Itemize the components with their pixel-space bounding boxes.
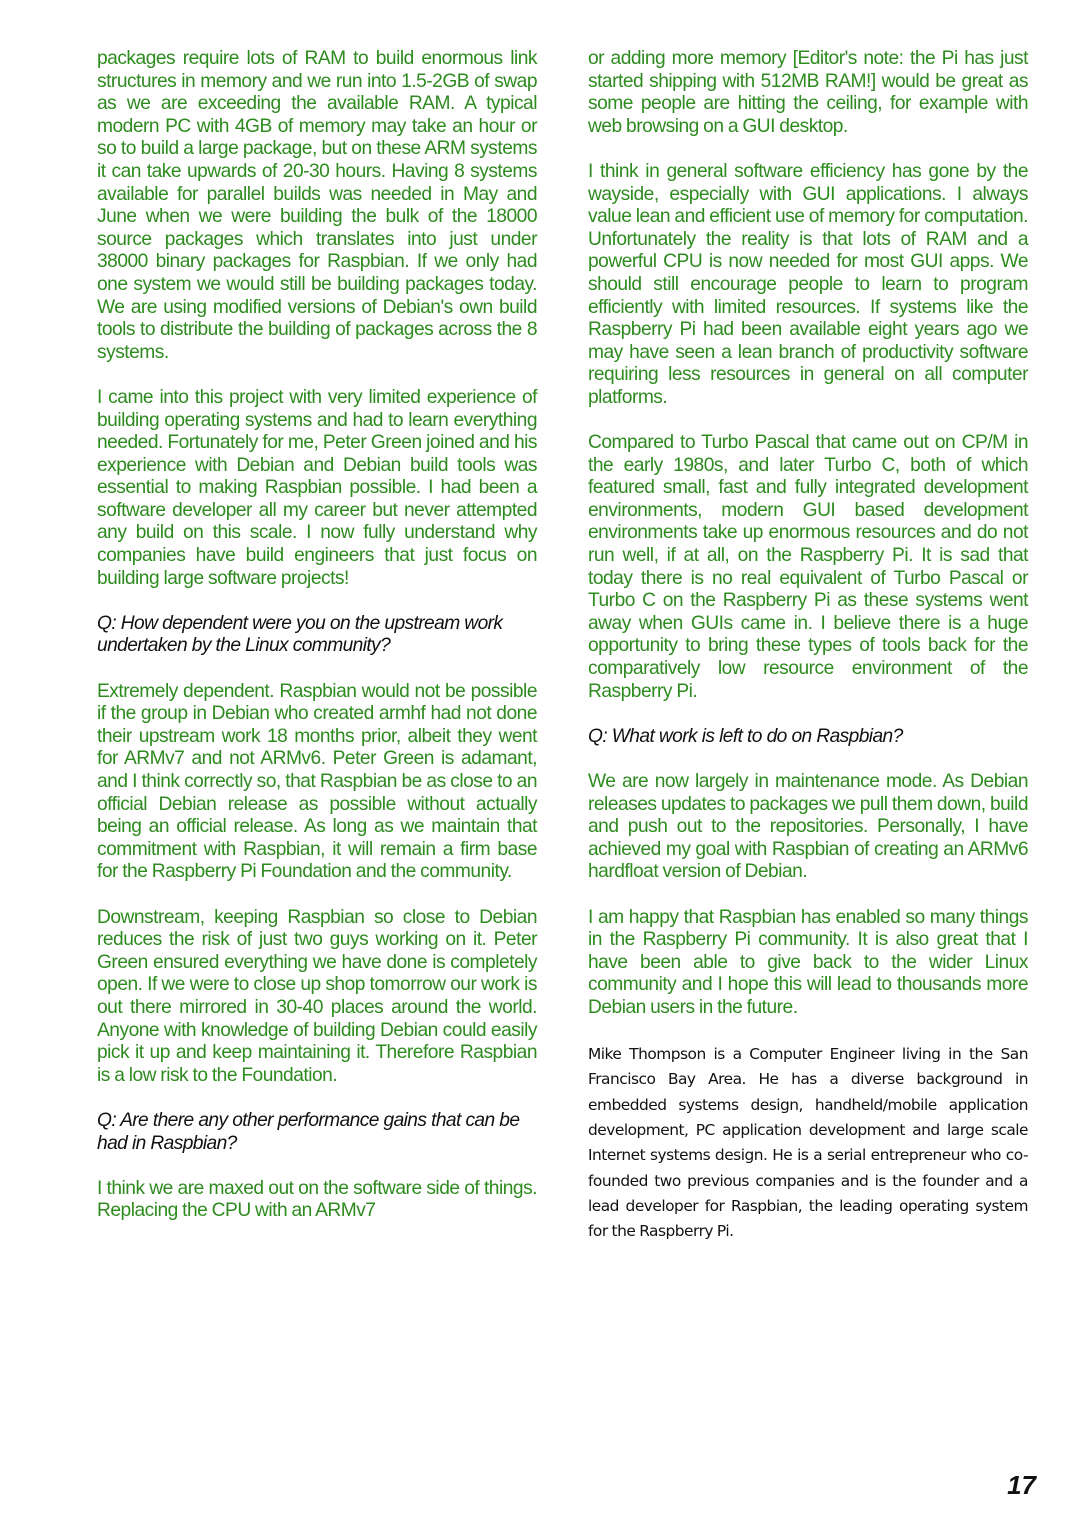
- paragraph-software-efficiency: I think in general software efficiency has gone by the wayside, especially with GUI applications. I always value lean and efficient use of memory for computation. Unfortunately the reality is that lots of RAM and a powerful CPU is now needed for most GUI apps. We should still encourage people to learn to program efficiently with limited resources. If systems like the Raspberry Pi had been available eight years ago we may have seen a lean branch of productivity software requiring less resources in general on all computer platforms.: [588, 160, 1028, 408]
- question-performance-gains: Q: Are there any other performance gains that can be had in Raspbian?: [97, 1109, 520, 1154]
- paragraph-community: I am happy that Raspbian has enabled so many things in the Raspberry Pi community. It is also great that I have been able to give back to the wider Linux community and I hope this will lead to thousands more Debian users in the future.: [588, 906, 1028, 1018]
- right-column: [588, 48, 1028, 1245]
- question-upstream-dependence: Q: How dependent were you on the upstream work undertaken by the Linux community?: [97, 612, 503, 657]
- answer-performance-gains: I think we are maxed out on the software side of things. Replacing the CPU with an ARMv7: [97, 1177, 537, 1222]
- paragraph-project-experience: I came into this project with very limited experience of building operating systems and had to learn everything needed. Fortunately for me, Peter Green joined and his experience with Debian and Debian build tools was essential to making Raspbian possible. I had been a software developer all my career but never attempted any build on this scale. I now fully understand why companies have build engineers that just focus on building large software projects!: [97, 386, 537, 589]
- answer-upstream-dependence: Extremely dependent. Raspbian would not be possible if the group in Debian who created armhf had not done their upstream work 18 months prior, albeit they went for ARMv7 and not ARMv6. Peter Green is adamant, and I think correctly so, that Raspbian be as close to an official Debian release as possible without actually being an official release. As long as we maintain that commitment with Raspbian, it will remain a firm base for the Raspberry Pi Foundation and the community.: [97, 680, 537, 883]
- question-work-left: Q: What work is left to do on Raspbian?: [588, 725, 903, 747]
- page-number: 17: [1007, 1470, 1036, 1500]
- paragraph-memory: or adding more memory [Editor's note: the Pi has just started shipping with 512MB RAM!] would be great as some people are hitting the ceiling, for example with web browsing on a GUI desktop.: [588, 48, 1028, 137]
- paragraph-downstream: Downstream, keeping Raspbian so close to Debian reduces the risk of just two guys working on it. Peter Green ensured everything we have done is completely open. If we were to close up shop tomorrow our work is out there mirrored in 30-40 places around the world. Anyone with knowledge of building Debian could easily pick it up and keep maintaining it. Therefore Raspbian is a low risk to the Foundation.: [97, 906, 537, 1086]
- paragraph-build-systems: packages require lots of RAM to build enormous link structures in memory and we run into 1.5-2GB of swap as we are exceeding the available RAM. A typical modern PC with 4GB of memory may take an hour or so to build a large package, but on these ARM systems it can take upwards of 20-30 hours. Having 8 systems available for parallel builds was needed in May and June when we were building the bulk of the 18000 source packages which translates into just under 38000 binary packages for Raspbian. If we only had one system we would still be building packages today. We are using modified versions of Debian's own build tools to distribute the building of packages across the 8 systems.: [97, 48, 537, 363]
- left-column: [97, 48, 537, 1245]
- paragraph-turbo-pascal: Compared to Turbo Pascal that came out on CP/M in the early 1980s, and later Turbo C, both of which featured small, fast and fully integrated development environments, modern GUI based development environments take up enormous resources and do not run well, if at all, on the Raspberry Pi. It is sad that today there is no real equivalent of Turbo Pascal or Turbo C on the Raspberry Pi as these systems went away when GUIs came in. I believe there is a huge opportunity to bring these types of tools back for the comparatively low resource environment of the Raspberry Pi.: [588, 432, 1028, 702]
- answer-work-left: We are now largely in maintenance mode. As Debian releases updates to packages we pull them down, build and push out to the repositories. Personally, I have achieved my goal with Raspbian of creating an ARMv6 hardfloat version of Debian.: [588, 771, 1028, 883]
- author-bio: Mike Thompson is a Computer Engineer living in the San Francisco Bay Area. He has a diverse background in embedded systems design, handheld/mobile application development, PC application development and large scale Internet systems design. He is a serial entrepreneur who co-founded two previous companies and is the founder and a lead developer for Raspbian, the leading operating system for the Raspberry Pi.: [588, 1045, 1028, 1241]
